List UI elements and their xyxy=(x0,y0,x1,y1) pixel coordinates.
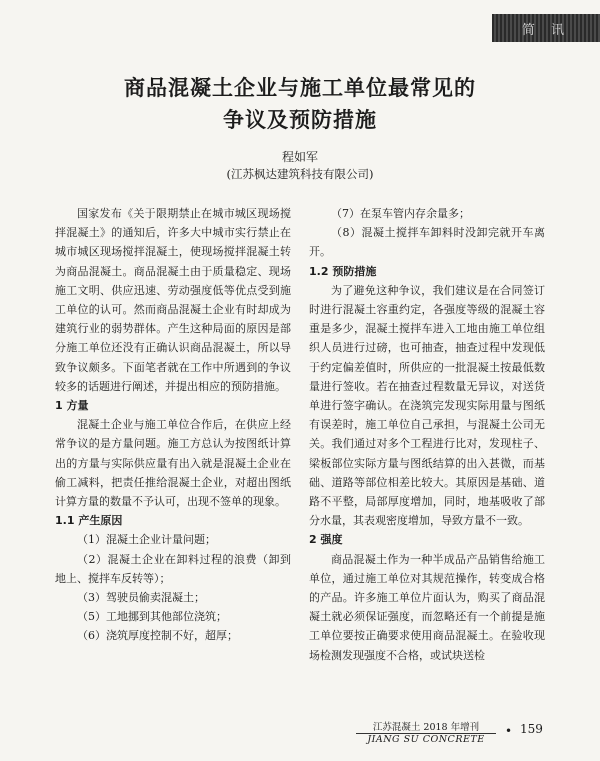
list-item: （7）在泵车管内存余量多； xyxy=(331,207,470,220)
subsection-heading-1-1: 1.1 产生原因 xyxy=(55,514,123,528)
list-item: （8）混凝土搅拌车卸料时没卸完就开车离开。 xyxy=(309,226,545,259)
article-title-line1: 商品混凝土企业与施工单位最常见的 xyxy=(124,76,476,100)
list-item: （3）驾驶员偷卖混凝土； xyxy=(77,591,205,605)
article-affiliation: (江苏枫达建筑科技有限公司) xyxy=(226,167,374,181)
list-item: （6）浇筑厚度控制不好，超厚； xyxy=(77,629,238,643)
left-column xyxy=(55,204,291,646)
list-item: （2）混凝土企业在卸料过程的浪费（卸到地上、搅拌车反转等）； xyxy=(55,552,291,585)
article-title-line2: 争议及预防措施 xyxy=(223,108,377,132)
journal-name-cn: 江苏混凝土 2018 年增刊 xyxy=(372,722,480,733)
section-1-paragraph: 混凝土企业与施工单位合作后，在供应上经常争议的是方量问题。施工方总认为按图纸计算出的方量与实际供应量有出入就是混凝土企业在偷工减料，把责任推给混凝土企业，对超出图纸计算方量的数量不予认可，出现不签单的现象。 xyxy=(55,418,291,509)
right-column xyxy=(309,204,545,665)
section-2-paragraph: 商品混凝土作为一种半成品产品销售给施工单位，通过施工单位对其规范操作，转变成合格的产品。许多施工单位片面认为，购买了商品混凝土就必须保证强度，而忽略还有一个前提是施工单位要按正确要求使用商品混凝土。在验收现场检测发现强度不合格，或试块送检 xyxy=(309,552,545,662)
subsection-heading-1-2: 1.2 预防措施 xyxy=(309,264,377,278)
section-tab: 简 讯 xyxy=(492,14,600,42)
article-author: 程如军 xyxy=(281,150,318,164)
list-item: （5）工地挪到其他部位浇筑； xyxy=(77,610,227,624)
section-heading-2: 2 强度 xyxy=(309,533,343,547)
intro-paragraph: 国家发布《关于限期禁止在城市城区现场搅拌混凝土》的通知后，许多大中城市实行禁止在城市城区现场搅拌混凝土，使现场搅拌混凝土转为商品混凝土。商品混凝土由于质量稳定、现场施工文明、供应迅速、劳动强度低等优点受到施工单位的认可。然而商品混凝土企业有时却成为建筑行业的弱势群体。产生这种局面的原因是部分施工单位还没有正确认识商品混凝土，所以导致争议颇多。下面笔者就在工作中所遇到的争议较多的话题进行阐述，并提出相应的预防措施。 xyxy=(55,207,291,393)
section-heading-1: 1 方量 xyxy=(55,399,89,413)
section-1-2-paragraph: 为了避免这种争议，我们建议是在合同签订时进行混凝土容重约定，各强度等级的混凝土容重是多少，混凝土搅拌车进入工地由施工单位组织人员进行过磅，也可抽查，抽查过程中发现低于约定偏差值时，所供应的一批混凝土按最低数量进行签收。若在抽查过程数量无异议，对送货单进行签字确认。在浇筑完发现实际用量与图纸有误差时，施工单位自己承担，与混凝土公司无关。我们通过对多个工程进行比对，发现柱子、梁板部位实际方量与图纸结算的出入甚微，而基础、道路等部位相差比较大。其原因是基础、道路不平整，局部厚度增加，同时，地基吸收了部分水量，其表观密度增加，导致方量不一致。 xyxy=(309,283,545,528)
list-item: （1）混凝土企业计量问题； xyxy=(77,533,216,547)
footer-bullet: • xyxy=(505,724,513,738)
page-number: 159 xyxy=(520,722,543,736)
journal-name-en: JIANG SU CONCRETE xyxy=(367,734,485,745)
